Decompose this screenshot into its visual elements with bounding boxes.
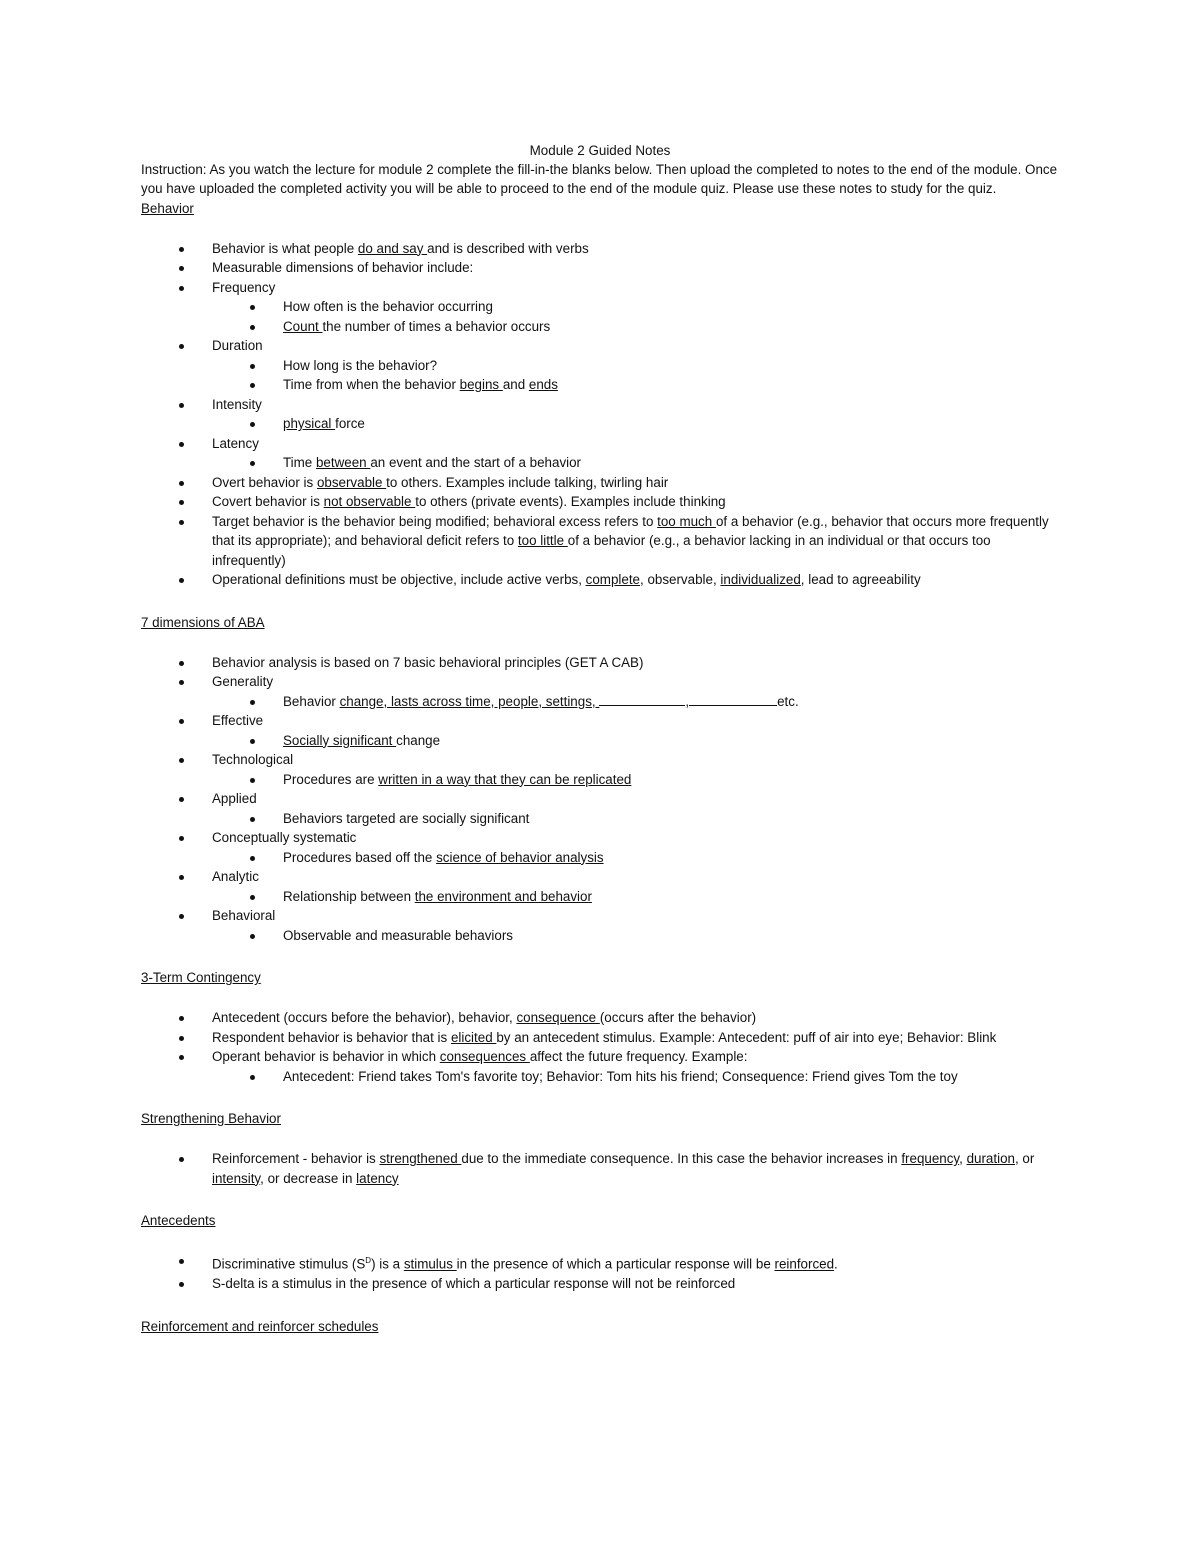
list-item: Antecedent: Friend takes Tom's favorite toy; Behavior: Tom hits his friend; Consequence: Friend gives Tom the toy (141, 1067, 1059, 1087)
list-item: Procedures are written in a way that they can be replicated (141, 770, 1059, 790)
section-heading-schedules: Reinforcement and reinforcer schedules (141, 1318, 379, 1334)
list-item: Covert behavior is not observable to others (private events). Examples include thinking (141, 492, 1059, 512)
list-item: Generality (141, 672, 1059, 692)
list-item: physical force (141, 414, 1059, 434)
contingency-list (141, 1008, 1059, 1086)
section-heading-strengthening: Strengthening Behavior (141, 1111, 281, 1127)
list-item: Behavior analysis is based on 7 basic behavioral principles (GET A CAB) (141, 653, 1059, 673)
list-item: Behavior is what people do and say and is described with verbs (141, 239, 1059, 259)
section-heading-contingency: 3-Term Contingency (141, 970, 261, 986)
list-item: Time from when the behavior begins and ends (141, 375, 1059, 395)
list-item: How often is the behavior occurring (141, 297, 1059, 317)
section-heading-behavior: Behavior (141, 200, 194, 216)
list-item: Applied (141, 789, 1059, 809)
list-item: Operant behavior is behavior in which consequences affect the future frequency. Example: (141, 1047, 1059, 1067)
guided-notes-page (141, 141, 1059, 1336)
antecedents-list (141, 1251, 1059, 1293)
list-item: Socially significant change (141, 731, 1059, 751)
list-item: Discriminative stimulus $(S^D)$ is a stimulus in the presence of which a particular response will be reinforced. (141, 1251, 1059, 1274)
section-heading-antecedents: Antecedents (141, 1213, 216, 1229)
list-item: Target behavior is the behavior being modified; behavioral excess refers to too much of a behavior (e.g., behavior that occurs more frequently that its appropriate); and behavioral deficit refers to too little of a behavior (e.g., a behavior lacking in an individual or that occurs too infrequently) (141, 512, 1059, 571)
behavior-list (141, 239, 1059, 590)
list-item: Relationship between the environment and behavior (141, 887, 1059, 907)
list-item: Duration (141, 336, 1059, 356)
page-title: Module 2 Guided Notes (529, 143, 671, 158)
list-item: Technological (141, 750, 1059, 770)
list-item: Analytic (141, 867, 1059, 887)
list-item: Behavior change, lasts across time, people, settings, , etc. (141, 692, 1059, 712)
list-item: How long is the behavior? (141, 356, 1059, 376)
list-item: Time between an event and the start of a behavior (141, 453, 1059, 473)
list-item: Latency (141, 434, 1059, 454)
list-item: Behavioral (141, 906, 1059, 926)
list-item: S-delta is a stimulus in the presence of which a particular response will not be reinforced (141, 1274, 1059, 1294)
list-item: Behaviors targeted are socially significant (141, 809, 1059, 829)
list-item: Respondent behavior is behavior that is elicited by an antecedent stimulus. Example: Antecedent: puff of air into eye; Behavior: Blink (141, 1028, 1059, 1048)
strengthening-list (141, 1149, 1059, 1188)
list-item: Reinforcement - behavior is strengthened due to the immediate consequence. In this case the behavior increases in frequency, duration, or intensity, or decrease in latency (141, 1149, 1059, 1188)
aba-list (141, 653, 1059, 946)
list-item: Operational definitions must be objective, include active verbs, complete, observable, individualized, lead to agreeability (141, 570, 1059, 590)
list-item: Procedures based off the science of behavior analysis (141, 848, 1059, 868)
list-item: Measurable dimensions of behavior include: (141, 258, 1059, 278)
instruction-text: Instruction: As you watch the lecture for module 2 complete the fill-in-the blanks below. Then upload the completed to notes to the end of the module. Once you have uploaded the completed activity you will be able to proceed to the end of the module quiz. Please use these notes to study for the quiz. (141, 162, 1058, 197)
list-item: Effective (141, 711, 1059, 731)
list-item: Intensity (141, 395, 1059, 415)
list-item: Observable and measurable behaviors (141, 926, 1059, 946)
list-item: Antecedent (occurs before the behavior), behavior, consequence (occurs after the behavior) (141, 1008, 1059, 1028)
section-heading-aba: 7 dimensions of ABA (141, 614, 265, 630)
list-item: Overt behavior is observable to others. Examples include talking, twirling hair (141, 473, 1059, 493)
list-item: Conceptually systematic (141, 828, 1059, 848)
list-item: Count the number of times a behavior occurs (141, 317, 1059, 337)
list-item: Frequency (141, 278, 1059, 298)
